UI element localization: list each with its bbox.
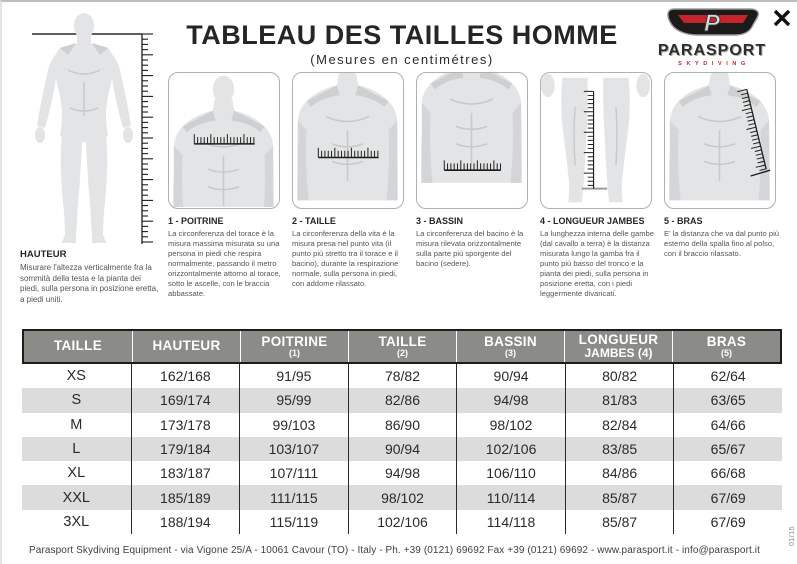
size-cell: XS xyxy=(66,368,86,385)
size-cell: XXL xyxy=(62,489,90,506)
table-row xyxy=(22,461,782,485)
value-cell: 85/87 xyxy=(565,485,674,509)
table-row xyxy=(22,413,782,437)
value-cell: 102/106 xyxy=(456,437,565,461)
value-cell: 67/69 xyxy=(673,485,782,509)
panel-title: 4 - LONGUEUR JAMBES xyxy=(540,216,645,226)
size-cell: 3XL xyxy=(63,513,90,530)
value-cell: 179/184 xyxy=(131,437,240,461)
value-cell: 82/86 xyxy=(348,388,457,412)
height-ruler xyxy=(142,34,153,244)
table-row xyxy=(22,485,782,509)
figure-col-taille xyxy=(292,72,410,289)
value-cell: 169/174 xyxy=(131,388,240,412)
panel-title: 1 - POITRINE xyxy=(168,216,224,226)
value-cell: 90/94 xyxy=(348,437,457,461)
value-cell: 98/102 xyxy=(348,485,457,509)
figure-col-longueur-jambes xyxy=(540,72,658,299)
panel-text: La circonferenza del bacino è la misura rilevata orizzontalmente sulla parte più sporgente del bacino (sedere). xyxy=(416,229,524,269)
header-hauteur: HAUTEUR xyxy=(132,331,240,362)
value-cell: 65/67 xyxy=(673,437,782,461)
hauteur-title: HAUTEUR xyxy=(20,249,67,260)
value-cell: 86/90 xyxy=(348,413,457,437)
header-longueur-jambes: LONGUEUR JAMBES (4) xyxy=(564,331,672,362)
close-button[interactable] xyxy=(770,7,794,31)
footer-contact: Parasport Skydiving Equipment - via Vigone 25/A - 10061 Cavour (TO) - Italy - Ph. +39 (0121) 69692 Fax +39 (0121) 69692 - www.parasport.it - info@parasport.it xyxy=(29,545,760,556)
value-cell: 84/86 xyxy=(565,461,674,485)
value-cell: 67/69 xyxy=(673,510,782,534)
figure-col-bras xyxy=(664,72,782,259)
value-cell: 64/66 xyxy=(673,413,782,437)
table-header xyxy=(22,329,782,364)
value-cell: 114/118 xyxy=(456,510,565,534)
size-cell: XL xyxy=(67,465,86,482)
size-cell: M xyxy=(70,416,83,433)
panel-text: La circonferenza della vita è la misura presa nel punto vita (il punto più stretto tra il torace e il bacino), durante la respirazione normale, sulla persona in piedi, con addome rilassato. xyxy=(292,229,399,289)
hauteur-figure xyxy=(18,8,163,248)
edition-code: 01/15 xyxy=(789,525,796,546)
size-table xyxy=(22,329,782,534)
parasport-emblem-icon xyxy=(664,6,760,42)
value-cell: 103/107 xyxy=(239,437,348,461)
value-cell: 115/119 xyxy=(239,510,348,534)
value-cell: 80/82 xyxy=(565,364,674,388)
value-cell: 83/85 xyxy=(565,437,674,461)
value-cell: 81/83 xyxy=(565,388,674,412)
page-title: TABLEAU DES TAILLES HOMME xyxy=(186,20,618,50)
value-cell: 94/98 xyxy=(348,461,457,485)
jambes-figure xyxy=(541,73,650,207)
value-cell: 78/82 xyxy=(348,364,457,388)
panel-title: 2 - TAILLE xyxy=(292,216,336,226)
header-taille-2: TAILLE (2) xyxy=(348,331,456,362)
close-icon xyxy=(772,8,792,28)
hauteur-description xyxy=(20,249,162,305)
value-cell: 188/194 xyxy=(131,510,240,534)
value-cell: 173/178 xyxy=(131,413,240,437)
table-row xyxy=(22,510,782,534)
panel-text: E' la distanza che va dal punto più esterno della spalla fino al polso, con il braccio rilassato. xyxy=(664,229,780,259)
value-cell: 185/189 xyxy=(131,485,240,509)
value-cell: 107/111 xyxy=(239,461,348,485)
panel-text: La lunghezza interna delle gambe (dal cavallo a terra) è la distanza misurata lungo la gamba fra il punto più basso del tronco e la pianta dei piedi, sulla persona in posizione eretta, con i piedi leggermente divaricati. xyxy=(540,229,654,299)
value-cell: 106/110 xyxy=(456,461,565,485)
value-cell: 111/115 xyxy=(239,485,348,509)
hauteur-text: Misurare l'altezza verticalmente fra la sommità della testa e la pianta dei piedi, sulla persona in posizione eretta, a piedi uniti. xyxy=(20,263,159,304)
panel-title: 3 - BASSIN xyxy=(416,216,464,226)
table-row xyxy=(22,388,782,412)
value-cell: 66/68 xyxy=(673,461,782,485)
page-subtitle: (Mesures en centimétres) xyxy=(310,52,494,67)
value-cell: 62/64 xyxy=(673,364,782,388)
table-body xyxy=(22,364,782,534)
size-cell: L xyxy=(72,441,81,458)
header-taille: TAILLE xyxy=(53,338,103,354)
panel-title: 5 - BRAS xyxy=(664,216,703,226)
panel-text: La circonferenza del torace è la misura massima misurata su una persona in piedi che respira normalmente, passando il metro orizzontalmente attorno al torace, sotto le ascelle, con le braccia abbassate. xyxy=(168,229,281,299)
header-bassin: BASSIN (3) xyxy=(456,331,564,362)
value-cell: 162/168 xyxy=(131,364,240,388)
brand-name: PARASPORT xyxy=(657,42,767,59)
value-cell: 91/95 xyxy=(239,364,348,388)
title-block xyxy=(122,20,682,67)
size-cell: S xyxy=(71,392,82,409)
figure-col-bassin xyxy=(416,72,534,269)
value-cell: 63/65 xyxy=(673,388,782,412)
bras-figure xyxy=(665,73,774,207)
poitrine-figure xyxy=(169,73,278,207)
value-cell: 85/87 xyxy=(565,510,674,534)
value-cell: 98/102 xyxy=(456,413,565,437)
svg-text:P: P xyxy=(703,10,721,37)
value-cell: 82/84 xyxy=(565,413,674,437)
value-cell: 99/103 xyxy=(239,413,348,437)
table-row xyxy=(22,364,782,388)
value-cell: 183/187 xyxy=(131,461,240,485)
taille-figure xyxy=(293,73,402,207)
value-cell: 110/114 xyxy=(456,485,565,509)
bassin-figure xyxy=(417,73,526,207)
value-cell: 95/99 xyxy=(239,388,348,412)
figure-col-poitrine xyxy=(168,72,286,299)
parasport-logo xyxy=(651,6,773,67)
value-cell: 94/98 xyxy=(456,388,565,412)
value-cell: 90/94 xyxy=(456,364,565,388)
header-poitrine: POITRINE (1) xyxy=(240,331,348,362)
value-cell: 102/106 xyxy=(348,510,457,534)
header-bras: BRAS (5) xyxy=(672,331,780,362)
brand-subtitle: SKYDIVING xyxy=(678,61,750,67)
table-row xyxy=(22,437,782,461)
